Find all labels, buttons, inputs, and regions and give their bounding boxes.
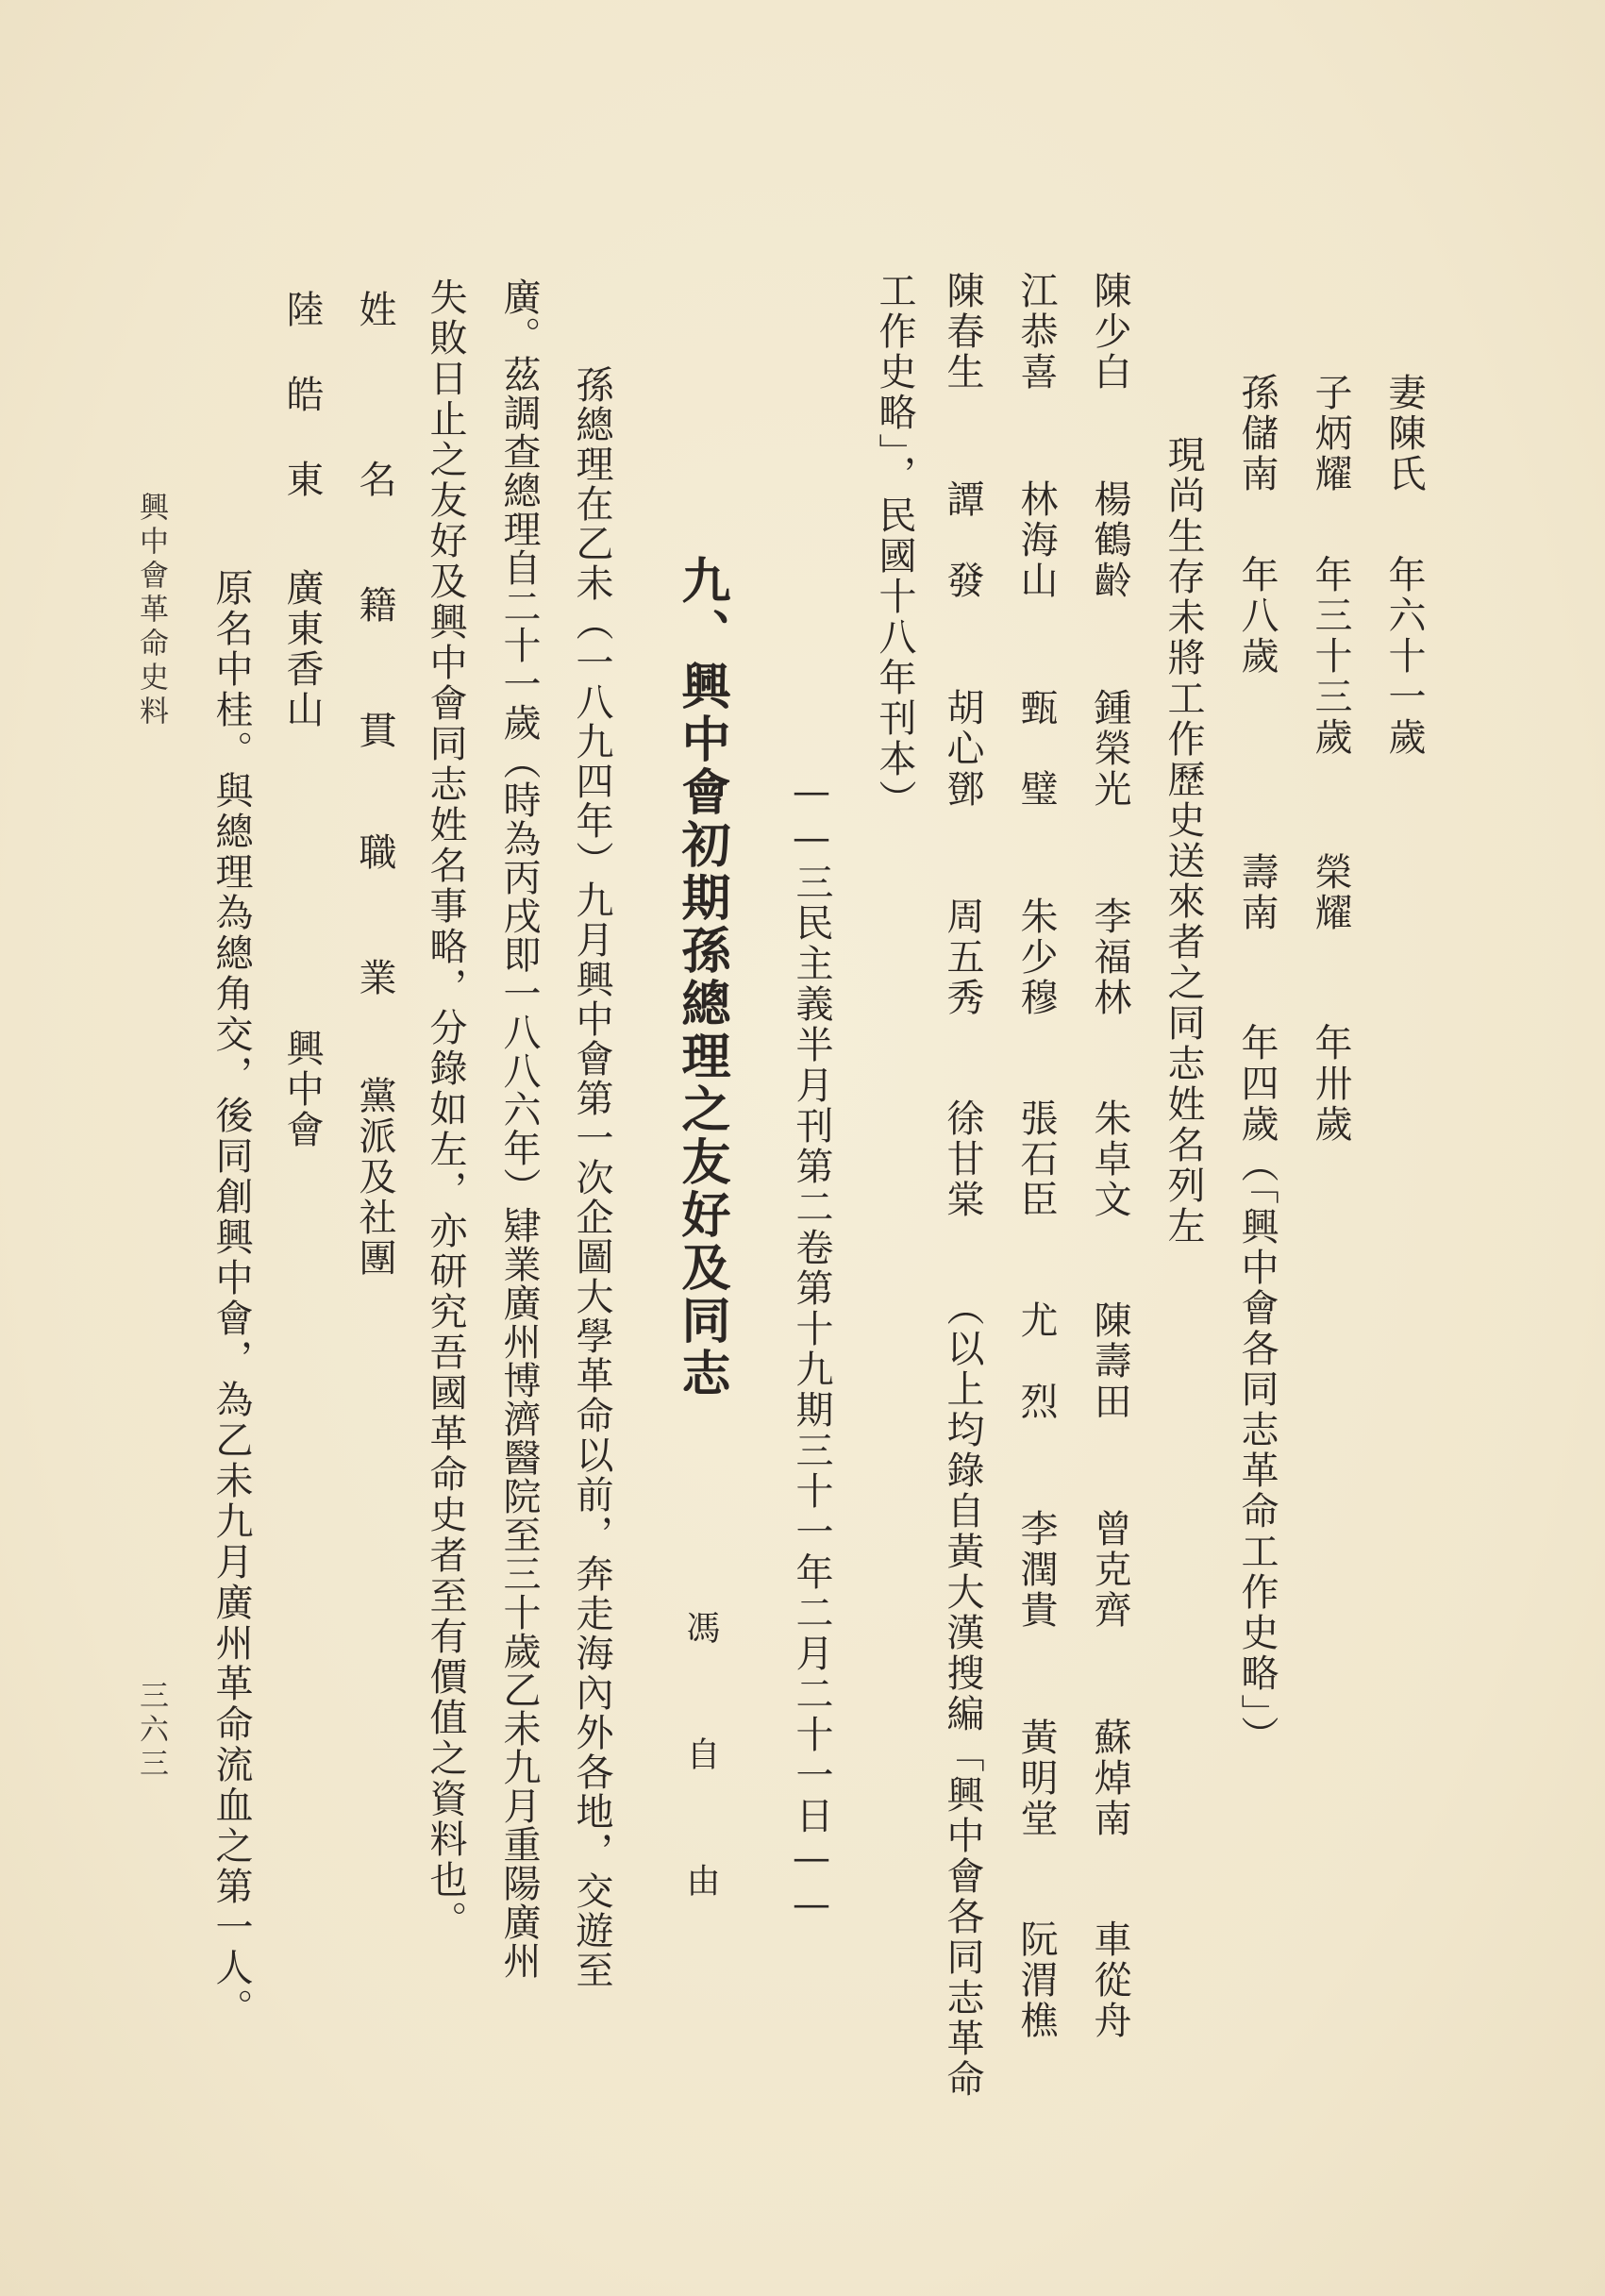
source-note: （以上均錄自黃大漢搜編「興中會各同志革命: [941, 1288, 984, 2100]
table-header-occupation: 職業: [353, 832, 396, 1083]
table-cell-party: 興中會: [280, 1029, 324, 1150]
comrade-name: 譚 發: [941, 479, 984, 601]
family-member-age: 年四歲（「興中會各同志革命工作史略」）: [1235, 1023, 1279, 1756]
section-heading: 九、興中會初期孫總理之友好及同志: [673, 555, 730, 1400]
comrade-name: 楊鶴齡: [1088, 479, 1131, 601]
family-member-age: 年六十一歲: [1382, 555, 1426, 758]
paragraph-line: 孫總理在乙未（一八九四年）九月興中會第一次企圖大學革命以前，奔走海內外各地，交遊至: [570, 365, 613, 1990]
family-member-name: 孫儲南: [1235, 373, 1279, 494]
author-char: 由: [681, 1863, 720, 1900]
comrade-name: 尤 烈: [1014, 1300, 1058, 1422]
table-header-name: 姓名: [353, 290, 396, 629]
author-char: 自: [681, 1736, 720, 1773]
family-member-age: 年三十三歲: [1309, 555, 1352, 758]
table-header-party: 黨派及社團: [353, 1076, 396, 1279]
table-cell-origin: 廣東香山: [280, 568, 324, 730]
page-number: 三六三: [134, 1680, 168, 1782]
paragraph-line: 失敗日止之友好及興中會同志姓名事略，分錄如左，亦研究吾國革命史者至有價值之資料也。: [424, 277, 467, 1941]
author-char: 馮: [681, 1610, 720, 1647]
comrade-name: 徐甘棠: [941, 1098, 984, 1220]
family-member-age: 年卅歲: [1309, 1023, 1352, 1145]
comrade-name: 陳壽田: [1088, 1300, 1131, 1422]
family-member-name: 妻陳氏: [1382, 373, 1426, 494]
comrade-name: 江恭喜: [1014, 271, 1058, 393]
comrade-name: 朱卓文: [1088, 1098, 1131, 1220]
comrade-name: 周五秀: [941, 897, 984, 1018]
comrade-name: 黃明堂: [1014, 1718, 1058, 1839]
table-cell-note: 原名中桂。與總理為總角交，後同創興中會，為乙未九月廣州革命流血之第一人。: [209, 568, 253, 2029]
comrade-name: 甄 璧: [1014, 688, 1058, 810]
paragraph-line: 廣。茲調查總理自二十一歲（時為丙戌即一八八六年）肄業廣州博濟醫院至三十歲乙未九月重陽廣州: [497, 277, 541, 1980]
comrade-name: 鍾榮光: [1088, 688, 1131, 810]
citation: ——三民主義半月刊第二卷第十九期三十一年二月二十一日——: [790, 770, 833, 1929]
comrade-name: 李福林: [1088, 897, 1131, 1018]
comrade-name: 朱少穆: [1014, 897, 1058, 1018]
comrade-name: 陳少白: [1088, 271, 1131, 393]
family-member-age: 年八歲: [1235, 555, 1279, 677]
comrade-name: 曾克齊: [1088, 1509, 1131, 1631]
source-note-continued: 工作史略」，民國十八年刊本）: [873, 271, 916, 820]
comrade-name: 陳春生: [941, 271, 984, 393]
running-title: 興中會革命史料: [134, 492, 168, 729]
comrade-name: 阮渭樵: [1014, 1919, 1058, 2041]
list-intro: 現尚生存未將工作歷史送來者之同志姓名列左: [1162, 435, 1205, 1247]
family-member-name: 榮耀: [1309, 852, 1352, 933]
family-member-name: 壽南: [1235, 852, 1279, 933]
comrade-name: 林海山: [1014, 479, 1058, 601]
comrade-name: 車從舟: [1088, 1919, 1131, 2041]
comrade-name: 蘇焯南: [1088, 1718, 1131, 1839]
comrade-name: 張石臣: [1014, 1098, 1058, 1220]
comrade-name: 胡心鄧: [941, 688, 984, 810]
table-cell-name: 陸皓東: [280, 290, 324, 545]
family-member-name: 子炳耀: [1309, 373, 1352, 494]
comrade-name: 李潤貴: [1014, 1509, 1058, 1631]
table-header-origin: 籍貫: [353, 585, 396, 836]
